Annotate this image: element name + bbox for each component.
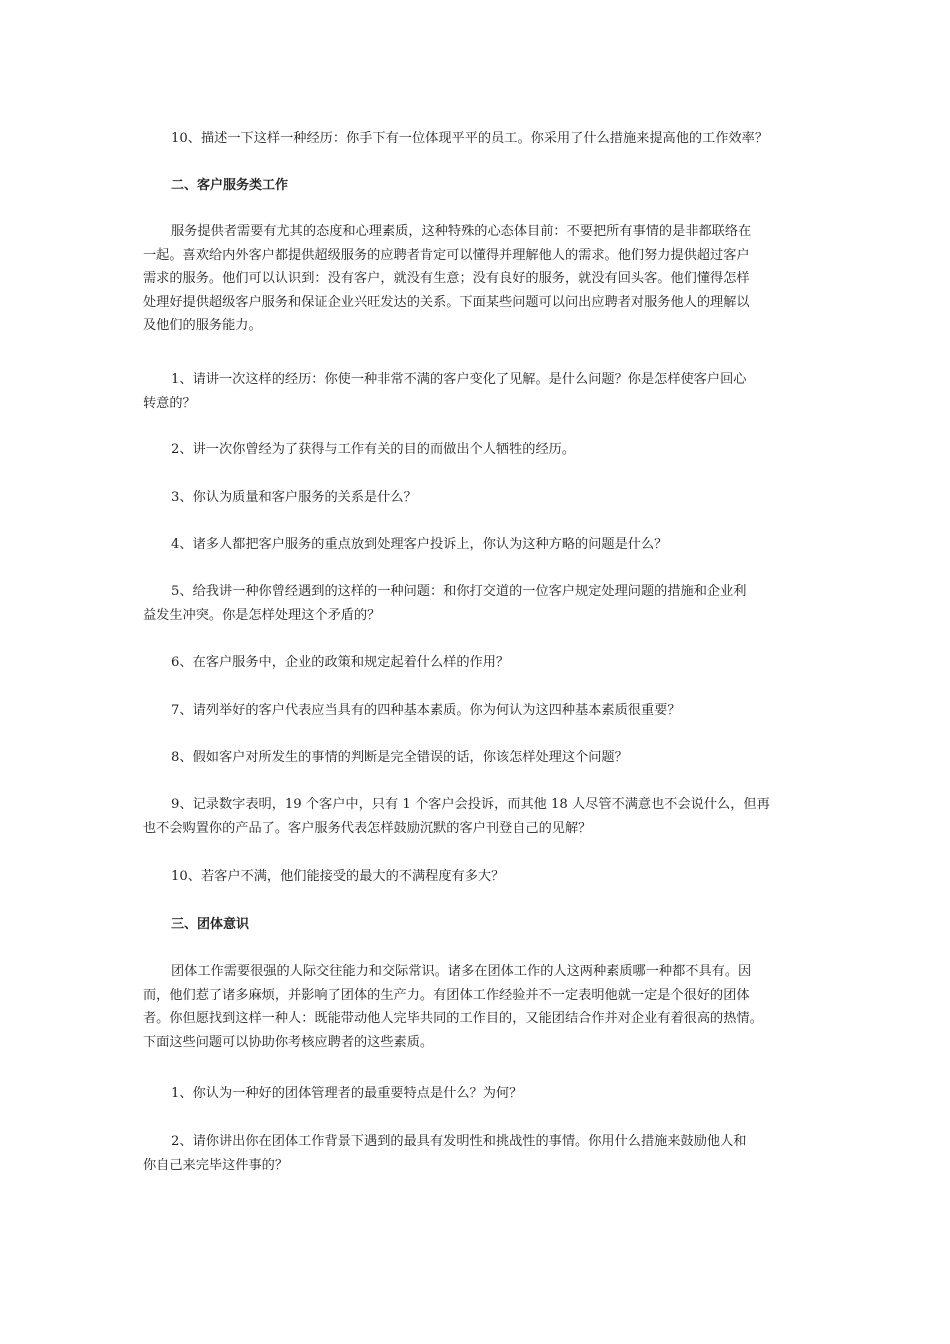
intro-customer-service [143,220,815,338]
text-line: 1、你认为一种好的团体管理者的最重要特点是什么？为何？ [171,1086,523,1101]
text-line: 4、诸多人都把客户服务的重点放到处理客户投诉上，你认为这种方略的问题是什么？ [171,537,668,552]
text-line: 2、请你讲出你在团体工作背景下遇到的最具有发明性和挑战性的事情。你用什么措施来鼓励他人和 [171,1134,747,1149]
section-heading-text: 二、客户服务类工作 [171,178,289,193]
text-line: 而，他们惹了诸多麻烦，并影响了团体的生产力。有团体工作经验并不一定表明他就一定是个很好的团体 [143,987,750,1003]
section-heading-teamwork [143,913,815,937]
question-s2-4 [143,533,815,557]
text-line: 一起。喜欢给内外客户都提供超级服务的应聘者肯定可以懂得并理解他人的需求。他们努力提供超过客户 [143,247,750,263]
text-line: 益发生冲突。你是怎样处理这个矛盾的？ [143,607,381,623]
text-line: 转意的？ [143,395,196,411]
question-s3-1 [143,1082,815,1106]
text-line: 5、给我讲一种你曾经遇到的这样的一种问题：和你打交道的一位客户规定处理问题的措施和企业利 [171,584,747,599]
question-s3-2 [143,1130,815,1177]
text-line: 6、在客户服务中，企业的政策和规定起着什么样的作用？ [171,655,510,670]
question-s2-7 [143,699,815,723]
section-heading-text: 三、团体意识 [171,917,250,932]
text-line: 你自己来完毕这件事的？ [143,1157,289,1173]
text-line: 处理好提供超级客户服务和保证企业兴旺发达的关系。下面某些问题可以问出应聘者对服务他人的理解以 [143,294,750,310]
text-line: 10、描述一下这样一种经历：你手下有一位体现平平的员工。你采用了什么措施来提高他的工作效率？ [171,131,769,146]
text-line: 团体工作需要很强的人际交往能力和交际常识。诸多在团体工作的人这两种素质哪一种都不具有。因 [171,964,752,979]
text-line: 也不会购置你的产品了。客户服务代表怎样鼓励沉默的客户刊登自己的见解？ [143,820,592,836]
question-s2-9 [143,793,815,840]
text-line: 7、请列举好的客户代表应当具有的四种基本素质。你为何认为这四种基本素质很重要？ [171,703,681,718]
text-line: 下面这些问题可以协助你考核应聘者的这些素质。 [143,1034,434,1050]
question-s1-10 [143,127,815,151]
text-line: 10、若客户不满，他们能接受的最大的不满程度有多大？ [171,869,505,884]
text-line: 服务提供者需要有尤其的态度和心理素质，这种特殊的心态体目前：不要把所有事情的是非都联络在 [171,224,752,239]
text-line: 需求的服务。他们可以认识到：没有客户，就没有生意；没有良好的服务，就没有回头客。他们懂得怎样 [143,271,750,287]
text-line: 2、讲一次你曾经为了获得与工作有关的目的而做出个人牺牲的经历。 [171,442,576,457]
text-line: 3、你认为质量和客户服务的关系是什么？ [171,490,417,505]
question-s2-10 [143,865,815,889]
question-s2-5 [143,580,815,627]
text-line: 1、请讲一次这样的经历：你使一种非常不满的客户变化了见解。是什么问题？你是怎样使客户回心 [171,372,747,387]
question-s2-8 [143,746,815,770]
text-line: 8、假如客户对所发生的事情的判断是完全错误的话，你该怎样处理这个问题？ [171,750,628,765]
question-s2-6 [143,651,815,675]
text-line: 9、记录数字表明，19 个客户中，只有 1 个客户会投诉，而其他 18 人尽管不满意也不会说什么，但再 [171,797,770,812]
question-s2-3 [143,486,815,510]
intro-teamwork [143,960,815,1054]
question-s2-1 [143,368,815,415]
section-heading-customer-service [143,174,815,198]
text-line: 及他们的服务能力。 [143,318,262,334]
text-line: 者。你但愿找到这样一种人：既能带动他人完毕共同的工作目的，又能团结合作并对企业有着很高的热情。 [143,1011,763,1027]
question-s2-2 [143,438,815,462]
